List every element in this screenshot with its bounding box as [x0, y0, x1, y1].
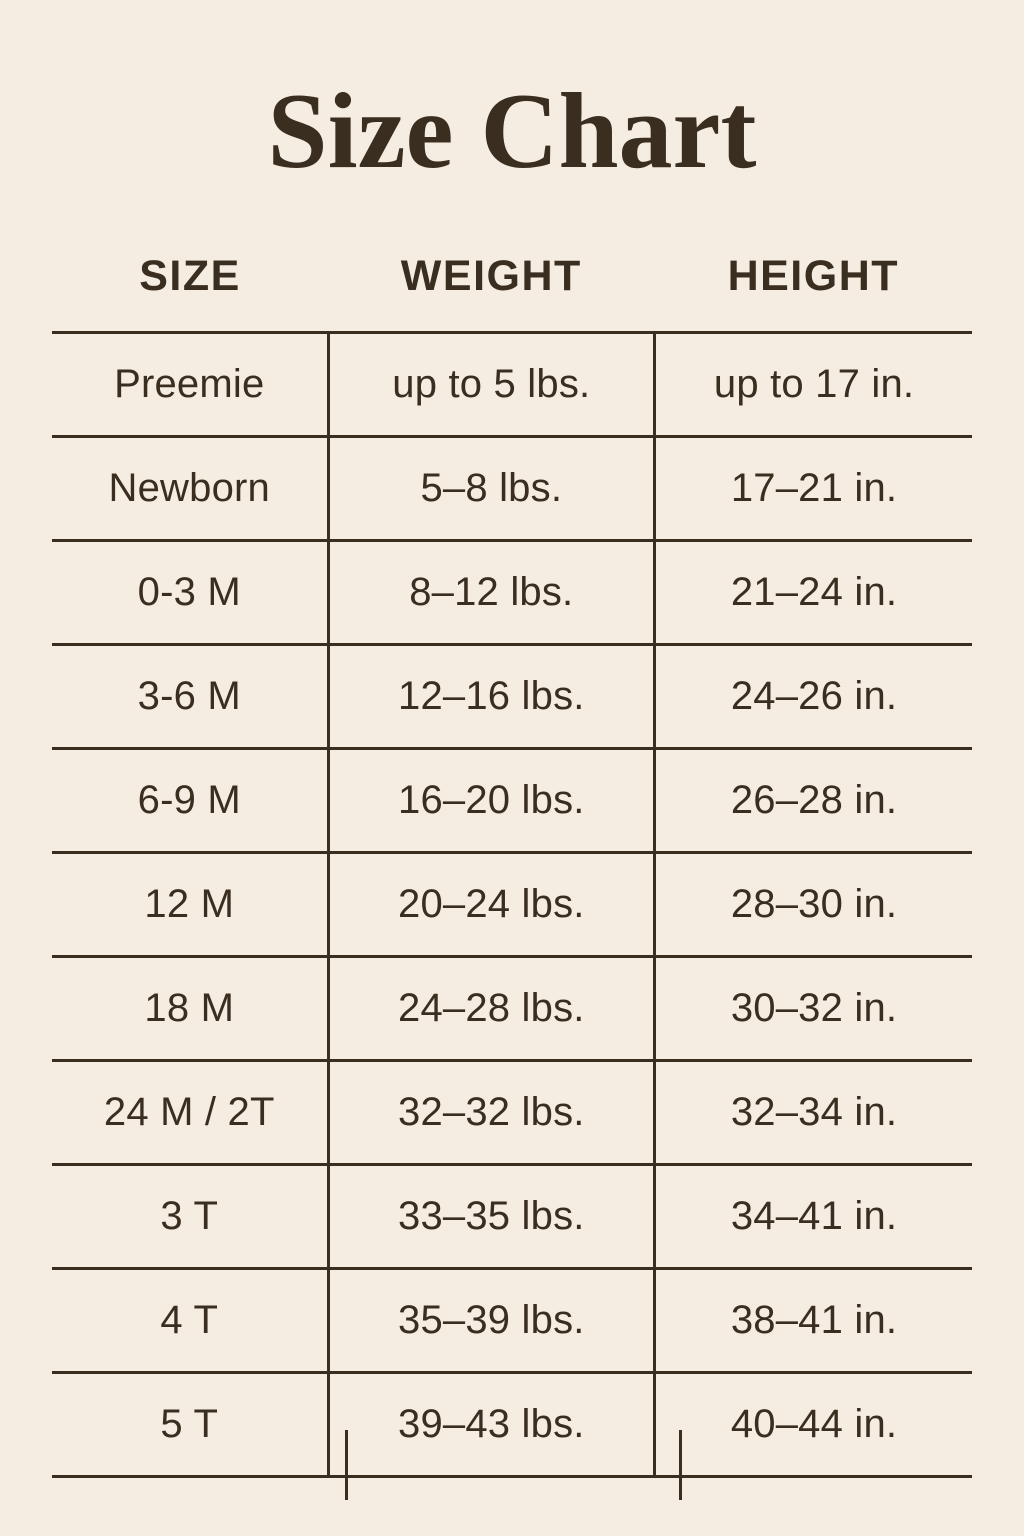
cell-height: 28–30 in.	[655, 853, 972, 957]
column-header-weight: WEIGHT	[400, 252, 582, 300]
cell-weight: 5–8 lbs.	[328, 437, 655, 541]
column-divider-right	[679, 1430, 682, 1500]
cell-weight: 35–39 lbs.	[328, 1269, 655, 1373]
cell-height: 21–24 in.	[655, 541, 972, 645]
table-row	[52, 853, 972, 957]
cell-height: 26–28 in.	[655, 749, 972, 853]
table-row	[52, 437, 972, 541]
table-row	[52, 1269, 972, 1373]
column-divider-left	[345, 1430, 348, 1500]
table-row	[52, 1061, 972, 1165]
cell-size: Newborn	[52, 437, 328, 541]
cell-size: 12 M	[52, 853, 328, 957]
cell-height: 24–26 in.	[655, 645, 972, 749]
cell-height: 34–41 in.	[655, 1165, 972, 1269]
table-row	[52, 541, 972, 645]
table-row	[52, 645, 972, 749]
size-chart-table	[52, 252, 972, 1478]
cell-weight: 39–43 lbs.	[328, 1373, 655, 1477]
cell-height: 32–34 in.	[655, 1061, 972, 1165]
cell-height: 38–41 in.	[655, 1269, 972, 1373]
table-header	[52, 252, 972, 333]
cell-height: 30–32 in.	[655, 957, 972, 1061]
cell-weight: 20–24 lbs.	[328, 853, 655, 957]
table-row	[52, 957, 972, 1061]
cell-height: 17–21 in.	[655, 437, 972, 541]
page-title: Size Chart	[267, 72, 757, 191]
cell-size: 0-3 M	[52, 541, 328, 645]
cell-size: 3-6 M	[52, 645, 328, 749]
cell-weight: 12–16 lbs.	[328, 645, 655, 749]
cell-weight: 8–12 lbs.	[328, 541, 655, 645]
table-row	[52, 749, 972, 853]
cell-size: 18 M	[52, 957, 328, 1061]
cell-size: 3 T	[52, 1165, 328, 1269]
cell-weight: 32–32 lbs.	[328, 1061, 655, 1165]
cell-size: 24 M / 2T	[52, 1061, 328, 1165]
cell-size: Preemie	[52, 333, 328, 437]
cell-weight: 16–20 lbs.	[328, 749, 655, 853]
cell-weight: up to 5 lbs.	[328, 333, 655, 437]
table-header-row	[52, 252, 972, 333]
cell-weight: 24–28 lbs.	[328, 957, 655, 1061]
column-header-height: HEIGHT	[727, 252, 900, 300]
cell-weight: 33–35 lbs.	[328, 1165, 655, 1269]
table-row	[52, 1373, 972, 1477]
table-row	[52, 333, 972, 437]
cell-size: 4 T	[52, 1269, 328, 1373]
column-header-size: SIZE	[139, 252, 241, 300]
cell-size: 5 T	[52, 1373, 328, 1477]
cell-size: 6-9 M	[52, 749, 328, 853]
cell-height: 40–44 in.	[655, 1373, 972, 1477]
table-body	[52, 333, 972, 1477]
cell-height: up to 17 in.	[655, 333, 972, 437]
table-row	[52, 1165, 972, 1269]
